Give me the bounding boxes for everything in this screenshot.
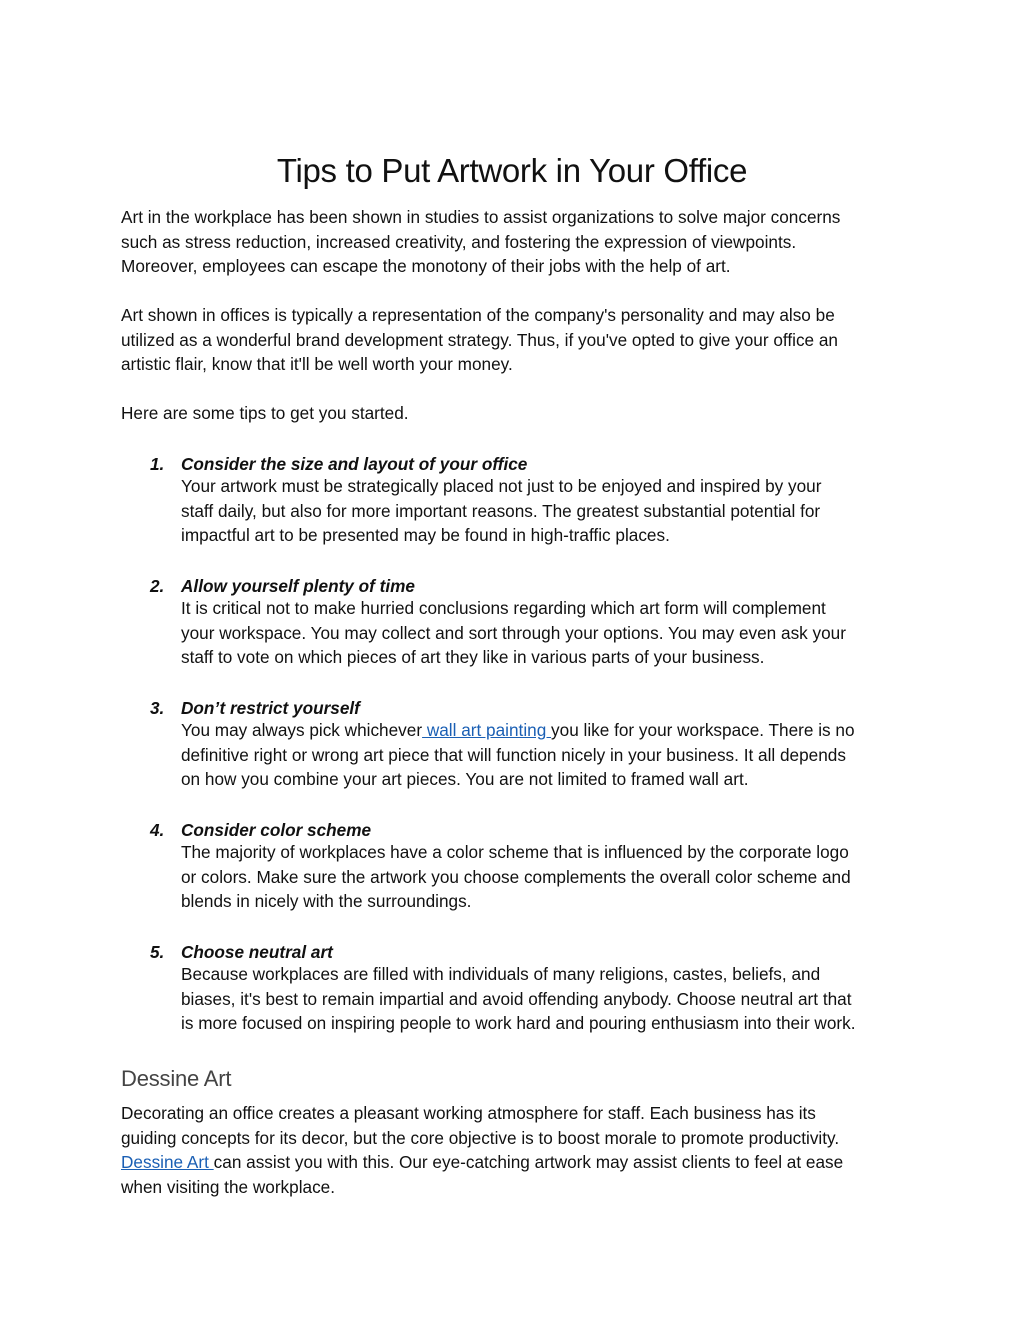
text-line: staff daily, but also for more important reasons. The greatest substantial potential for bbox=[181, 500, 821, 521]
text-line: when visiting the workplace. bbox=[121, 1176, 335, 1197]
text-line bbox=[121, 1150, 911, 1175]
text-line: Art shown in offices is typically a representation of the company's personality and may also be bbox=[121, 305, 835, 325]
tip-heading: Consider color scheme bbox=[181, 820, 372, 840]
text-line: is more focused on inspiring people to work hard and pouring enthusiasm into their work. bbox=[181, 1013, 856, 1033]
list-number: 2. bbox=[150, 576, 165, 596]
tip-body bbox=[181, 962, 911, 1036]
intro-paragraph-2 bbox=[121, 303, 911, 377]
tip-heading: Choose neutral art bbox=[181, 942, 333, 962]
tip-body bbox=[181, 840, 911, 914]
text-line: guiding concepts for its decor, but the core objective is to boost morale to promote productivity. bbox=[121, 1127, 840, 1148]
tip-body bbox=[181, 596, 911, 670]
text-line: or colors. Make sure the artwork you choose complements the overall color scheme and bbox=[181, 866, 851, 887]
tip-heading: Consider the size and layout of your office bbox=[181, 454, 528, 474]
section-paragraph bbox=[121, 1101, 911, 1199]
text-line: Decorating an office creates a pleasant working atmosphere for staff. Each business has its bbox=[121, 1103, 816, 1123]
list-number: 5. bbox=[150, 942, 165, 962]
wall-art-painting-link[interactable]: wall art painting bbox=[422, 720, 552, 740]
text-line: It is critical not to make hurried conclusions regarding which art form will complement bbox=[181, 598, 826, 618]
text-line: artistic flair, know that it'll be well worth your money. bbox=[121, 354, 513, 374]
text-line: biases, it's best to remain impartial and avoid offending anybody. Choose neutral art that bbox=[181, 988, 852, 1009]
text-line: impactful art to be presented may be found in high-traffic places. bbox=[181, 525, 670, 545]
tip-body bbox=[181, 718, 911, 792]
text-line: The majority of workplaces have a color scheme that is influenced by the corporate logo bbox=[181, 842, 849, 862]
dessine-art-link[interactable]: Dessine Art bbox=[121, 1152, 214, 1172]
section-heading: Dessine Art bbox=[121, 1066, 232, 1091]
text-line: on how you combine your art pieces. You are not limited to framed wall art. bbox=[181, 769, 749, 789]
text-line: Here are some tips to get you started. bbox=[121, 403, 409, 423]
text-line: staff to vote on which pieces of art they like in various parts of your business. bbox=[181, 647, 765, 667]
text-segment: can assist you with this. Our eye-catching artwork may assist clients to feel at ease bbox=[213, 1152, 844, 1172]
tip-heading: Allow yourself plenty of time bbox=[181, 576, 415, 596]
intro-paragraph-3 bbox=[121, 401, 911, 426]
text-line: blends in nicely with the surroundings. bbox=[181, 891, 472, 911]
text-line bbox=[181, 718, 911, 743]
text-segment: You may always pick whichever bbox=[181, 720, 423, 740]
list-number: 1. bbox=[150, 454, 165, 474]
page-title: Tips to Put Artwork in Your Office bbox=[276, 152, 748, 189]
intro-paragraph-1 bbox=[121, 205, 911, 279]
list-number: 3. bbox=[150, 698, 165, 718]
text-line: such as stress reduction, increased creativity, and fostering the expression of viewpoints. bbox=[121, 231, 797, 252]
tip-heading: Don’t restrict yourself bbox=[181, 698, 360, 718]
text-segment: you like for your workspace. There is no bbox=[551, 720, 855, 740]
text-line: Art in the workplace has been shown in studies to assist organizations to solve major concerns bbox=[121, 207, 841, 227]
text-line: Your artwork must be strategically placed not just to be enjoyed and inspired by your bbox=[181, 476, 822, 496]
tip-body bbox=[181, 474, 911, 548]
text-line: Moreover, employees can escape the monotony of their jobs with the help of art. bbox=[121, 256, 731, 276]
text-line: utilized as a wonderful brand development strategy. Thus, if you've opted to give your office an bbox=[121, 329, 838, 350]
text-line: definitive right or wrong art piece that will function nicely in your business. It all depends bbox=[181, 744, 846, 765]
text-line: your workspace. You may collect and sort through your options. You may even ask your bbox=[181, 622, 846, 643]
list-number: 4. bbox=[150, 820, 165, 840]
text-line: Because workplaces are filled with individuals of many religions, castes, beliefs, and bbox=[181, 964, 821, 984]
